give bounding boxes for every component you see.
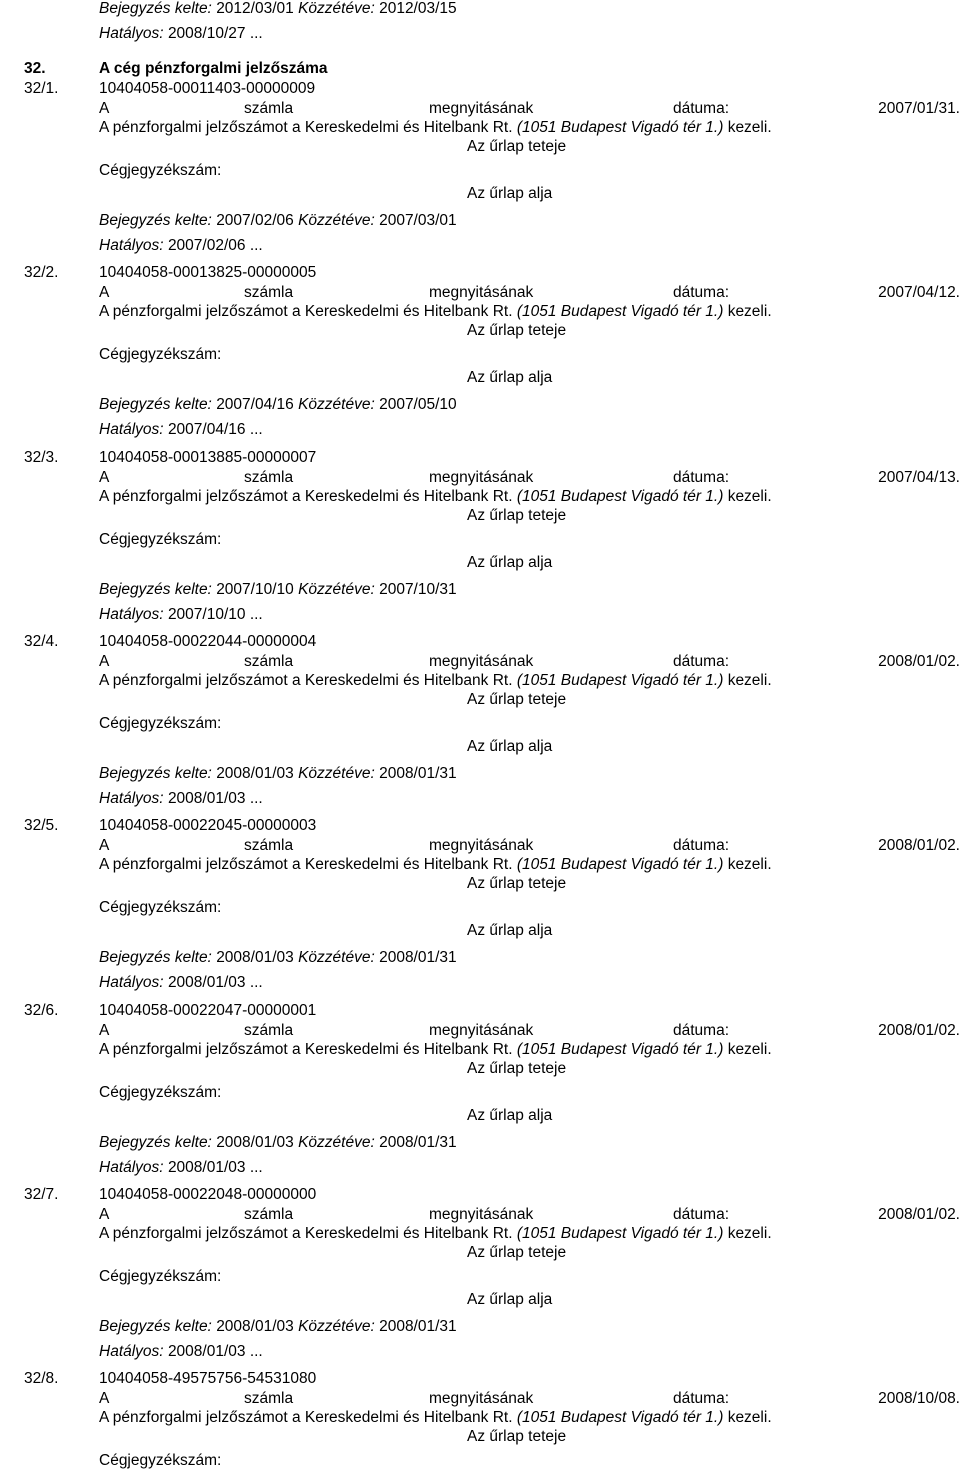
registration-label: Bejegyzés kelte: <box>99 212 212 229</box>
bank-text-end: kezeli. <box>727 1225 772 1242</box>
account-number: 10404058-00013825-00000005 <box>99 264 317 281</box>
publication-date: 2007/03/01 <box>379 212 457 229</box>
word-szamla: számla <box>244 284 294 301</box>
registration-date: 2007/10/10 <box>216 581 294 598</box>
effective-date: 2008/01/03 ... <box>167 974 263 991</box>
word-a: A <box>99 837 110 854</box>
publication-label: Közzétéve: <box>298 396 375 413</box>
effective-date: 2007/04/16 ... <box>167 421 263 438</box>
word-szamla: számla <box>244 469 294 486</box>
entry-number: 32/4. <box>24 633 59 650</box>
word-a: A <box>99 284 110 301</box>
entry-number: 32/2. <box>24 264 59 281</box>
bank-text-end: kezeli. <box>727 119 772 136</box>
word-szamla: számla <box>244 1206 294 1223</box>
registration-label: Bejegyzés kelte: <box>99 1318 212 1335</box>
account-number: 10404058-49575756-54531080 <box>99 1370 317 1387</box>
publication-date: 2008/01/31 <box>379 949 457 966</box>
publication-label: Közzétéve: <box>298 1134 375 1151</box>
word-megnyitasanak: megnyitásának <box>429 653 534 670</box>
publication-date: 2008/01/31 <box>379 765 457 782</box>
effective-date: 2007/10/10 ... <box>167 606 263 623</box>
registration-date: 2008/01/03 <box>216 765 294 782</box>
account-number: 10404058-00022048-00000000 <box>99 1186 317 1203</box>
opening-date: 2008/01/02. <box>878 653 960 670</box>
bank-address: (1051 Budapest Vigadó tér 1.) <box>516 303 724 320</box>
publication-label: Közzétéve: <box>298 0 375 17</box>
bank-text-end: kezeli. <box>727 672 772 689</box>
bank-text: A pénzforgalmi jelzőszámot a Kereskedelmi és Hitelbank Rt. <box>99 1409 513 1426</box>
account-number: 10404058-00011403-00000009 <box>99 80 316 97</box>
word-megnyitasanak: megnyitásának <box>429 1390 534 1407</box>
bank-text: A pénzforgalmi jelzőszámot a Kereskedelmi és Hitelbank Rt. <box>99 488 513 505</box>
word-datuma: dátuma: <box>673 284 730 301</box>
entry-number: 32/1. <box>24 80 59 97</box>
form-top-label: Az űrlap teteje <box>467 875 567 892</box>
bank-text-end: kezeli. <box>727 856 772 873</box>
registration-date: 2008/01/03 <box>216 949 294 966</box>
publication-date: 2012/03/15 <box>379 0 457 17</box>
word-megnyitasanak: megnyitásának <box>429 1022 534 1039</box>
opening-date: 2008/01/02. <box>878 1206 960 1223</box>
form-bottom-label: Az űrlap alja <box>467 369 553 386</box>
registration-label: Bejegyzés kelte: <box>99 0 212 17</box>
company-reg-label: Cégjegyzékszám: <box>99 1268 222 1285</box>
word-a: A <box>99 653 110 670</box>
form-top-label: Az űrlap teteje <box>467 1428 567 1445</box>
publication-date: 2008/01/31 <box>379 1134 457 1151</box>
publication-date: 2007/05/10 <box>379 396 457 413</box>
entry-number: 32/6. <box>24 1002 59 1019</box>
effective-label: Hatályos: <box>99 237 164 254</box>
word-datuma: dátuma: <box>673 653 730 670</box>
company-reg-label: Cégjegyzékszám: <box>99 531 222 548</box>
publication-label: Közzétéve: <box>298 765 375 782</box>
bank-address: (1051 Budapest Vigadó tér 1.) <box>516 1225 724 1242</box>
form-bottom-label: Az űrlap alja <box>467 554 553 571</box>
entry-number: 32/3. <box>24 449 59 466</box>
section-title: A cég pénzforgalmi jelzőszáma <box>99 60 328 77</box>
word-a: A <box>99 1022 110 1039</box>
registration-date: 2012/03/01 <box>216 0 294 17</box>
effective-label: Hatályos: <box>99 25 164 42</box>
effective-date: 2008/01/03 ... <box>167 1159 263 1176</box>
word-szamla: számla <box>244 1390 294 1407</box>
bank-text-end: kezeli. <box>727 1409 772 1426</box>
effective-date: 2008/01/03 ... <box>167 1343 263 1360</box>
company-reg-label: Cégjegyzékszám: <box>99 899 222 916</box>
word-megnyitasanak: megnyitásának <box>429 837 534 854</box>
form-bottom-label: Az űrlap alja <box>467 1291 553 1308</box>
effective-date: 2008/10/27 ... <box>167 25 263 42</box>
effective-label: Hatályos: <box>99 790 164 807</box>
form-top-label: Az űrlap teteje <box>467 138 567 155</box>
word-a: A <box>99 100 110 117</box>
publication-date: 2007/10/31 <box>379 581 457 598</box>
word-a: A <box>99 469 110 486</box>
section-number: 32. <box>24 60 46 77</box>
word-megnyitasanak: megnyitásának <box>429 469 534 486</box>
company-reg-label: Cégjegyzékszám: <box>99 1084 222 1101</box>
account-number: 10404058-00022044-00000004 <box>99 633 317 650</box>
publication-label: Közzétéve: <box>298 212 375 229</box>
word-szamla: számla <box>244 100 294 117</box>
bank-text: A pénzforgalmi jelzőszámot a Kereskedelmi és Hitelbank Rt. <box>99 1225 513 1242</box>
opening-date: 2007/01/31. <box>878 100 960 117</box>
bank-text-end: kezeli. <box>727 1041 772 1058</box>
bank-address: (1051 Budapest Vigadó tér 1.) <box>516 856 724 873</box>
form-top-label: Az űrlap teteje <box>467 1244 567 1261</box>
bank-address: (1051 Budapest Vigadó tér 1.) <box>516 119 724 136</box>
registration-date: 2008/01/03 <box>216 1318 294 1335</box>
registration-date: 2008/01/03 <box>216 1134 294 1151</box>
registration-date: 2007/02/06 <box>216 212 294 229</box>
word-szamla: számla <box>244 1022 294 1039</box>
word-datuma: dátuma: <box>673 1206 730 1223</box>
bank-address: (1051 Budapest Vigadó tér 1.) <box>516 488 724 505</box>
account-number: 10404058-00013885-00000007 <box>99 449 317 466</box>
opening-date: 2008/01/02. <box>878 837 960 854</box>
registration-date: 2007/04/16 <box>216 396 294 413</box>
effective-label: Hatályos: <box>99 1343 164 1360</box>
opening-date: 2007/04/13. <box>878 469 960 486</box>
word-datuma: dátuma: <box>673 1390 730 1407</box>
bank-text-end: kezeli. <box>727 488 772 505</box>
word-datuma: dátuma: <box>673 469 730 486</box>
publication-label: Közzétéve: <box>298 1318 375 1335</box>
form-bottom-label: Az űrlap alja <box>467 1107 553 1124</box>
registration-label: Bejegyzés kelte: <box>99 1134 212 1151</box>
registration-label: Bejegyzés kelte: <box>99 581 212 598</box>
form-bottom-label: Az űrlap alja <box>467 738 553 755</box>
effective-label: Hatályos: <box>99 606 164 623</box>
form-top-label: Az űrlap teteje <box>467 507 567 524</box>
entry-number: 32/7. <box>24 1186 59 1203</box>
opening-date: 2008/10/08. <box>878 1390 960 1407</box>
account-number: 10404058-00022047-00000001 <box>99 1002 317 1019</box>
word-szamla: számla <box>244 653 294 670</box>
word-datuma: dátuma: <box>673 100 730 117</box>
publication-date: 2008/01/31 <box>379 1318 457 1335</box>
word-datuma: dátuma: <box>673 1022 730 1039</box>
bank-text: A pénzforgalmi jelzőszámot a Kereskedelmi és Hitelbank Rt. <box>99 856 513 873</box>
opening-date: 2007/04/12. <box>878 284 960 301</box>
form-top-label: Az űrlap teteje <box>467 691 567 708</box>
bank-text-end: kezeli. <box>727 303 772 320</box>
word-megnyitasanak: megnyitásának <box>429 284 534 301</box>
effective-label: Hatályos: <box>99 974 164 991</box>
word-megnyitasanak: megnyitásának <box>429 1206 534 1223</box>
form-bottom-label: Az űrlap alja <box>467 922 553 939</box>
company-reg-label: Cégjegyzékszám: <box>99 346 222 363</box>
opening-date: 2008/01/02. <box>878 1022 960 1039</box>
effective-date: 2008/01/03 ... <box>167 790 263 807</box>
form-bottom-label: Az űrlap alja <box>467 185 553 202</box>
entry-number: 32/5. <box>24 817 59 834</box>
publication-label: Közzétéve: <box>298 949 375 966</box>
registration-label: Bejegyzés kelte: <box>99 765 212 782</box>
bank-text: A pénzforgalmi jelzőszámot a Kereskedelmi és Hitelbank Rt. <box>99 672 513 689</box>
word-megnyitasanak: megnyitásának <box>429 100 534 117</box>
bank-address: (1051 Budapest Vigadó tér 1.) <box>516 1409 724 1426</box>
word-szamla: számla <box>244 837 294 854</box>
entry-number: 32/8. <box>24 1370 59 1387</box>
effective-label: Hatályos: <box>99 421 164 438</box>
account-number: 10404058-00022045-00000003 <box>99 817 317 834</box>
form-top-label: Az űrlap teteje <box>467 1060 567 1077</box>
word-datuma: dátuma: <box>673 837 730 854</box>
bank-text: A pénzforgalmi jelzőszámot a Kereskedelmi és Hitelbank Rt. <box>99 119 513 136</box>
form-top-label: Az űrlap teteje <box>467 322 567 339</box>
publication-label: Közzétéve: <box>298 581 375 598</box>
registration-label: Bejegyzés kelte: <box>99 396 212 413</box>
registration-label: Bejegyzés kelte: <box>99 949 212 966</box>
bank-text: A pénzforgalmi jelzőszámot a Kereskedelmi és Hitelbank Rt. <box>99 1041 513 1058</box>
company-reg-label: Cégjegyzékszám: <box>99 1452 222 1469</box>
effective-label: Hatályos: <box>99 1159 164 1176</box>
bank-address: (1051 Budapest Vigadó tér 1.) <box>516 672 724 689</box>
word-a: A <box>99 1390 110 1407</box>
company-reg-label: Cégjegyzékszám: <box>99 715 222 732</box>
company-reg-label: Cégjegyzékszám: <box>99 162 222 179</box>
word-a: A <box>99 1206 110 1223</box>
effective-date: 2007/02/06 ... <box>167 237 263 254</box>
bank-address: (1051 Budapest Vigadó tér 1.) <box>516 1041 724 1058</box>
bank-text: A pénzforgalmi jelzőszámot a Kereskedelmi és Hitelbank Rt. <box>99 303 513 320</box>
